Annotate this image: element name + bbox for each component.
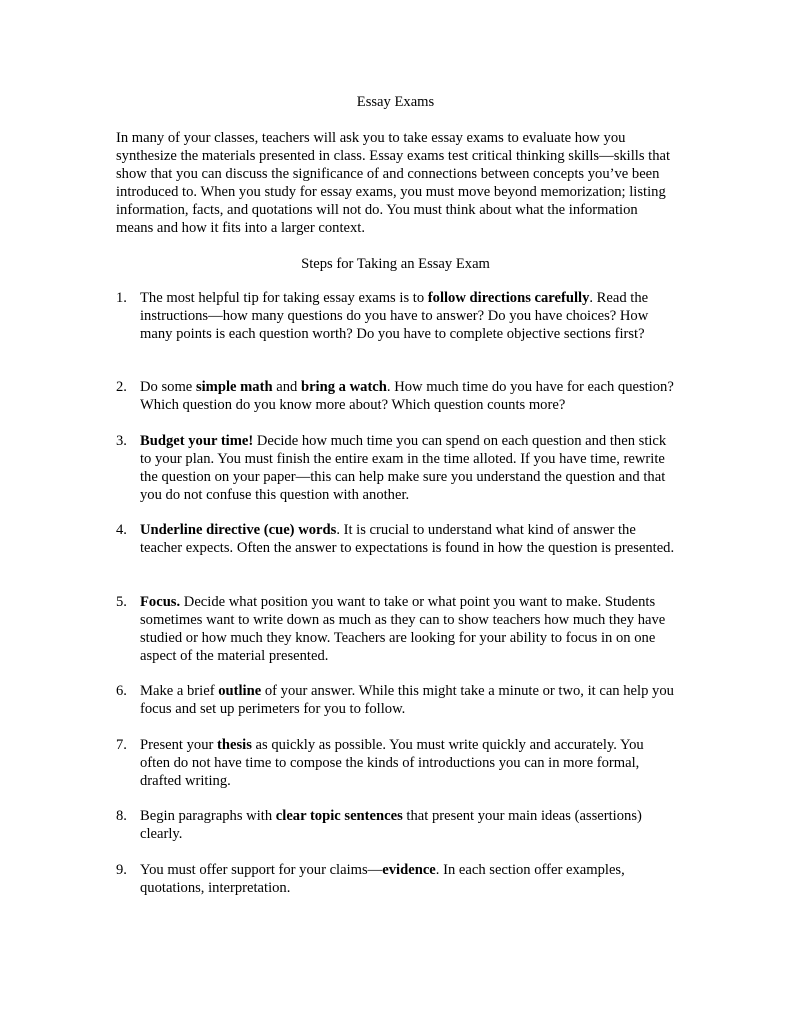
step-text: Make a brief outline of your answer. While this might take a minute or two, it can help you focus and set up perimeters for you to follow. (140, 683, 674, 717)
step-item-6 (116, 682, 676, 718)
step-text: Present your thesis as quickly as possible. You must write quickly and accurately. You often do not have time to compose the kinds of introductions you can in more formal, drafted writing. (140, 737, 644, 789)
step-number: 3. (116, 433, 127, 449)
step-emphasis: simple math (195, 379, 273, 395)
step-number: 4. (116, 522, 127, 538)
step-emphasis: Budget your time! (140, 433, 254, 449)
intro-paragraph: In many of your classes, teachers will ask you to take essay exams to evaluate how you synthesize the materials presented in class. Essay exams test critical thinking skills—skills that show that you can discuss the significance of and connections between concepts you’ve been introduced to. When you study for essay exams, you must move beyond memorization; listing information, facts, and quotations will not do. You must think about what the information means and how it fits into a larger context. (116, 130, 671, 236)
step-emphasis: follow directions carefully (427, 290, 590, 306)
step-emphasis: Focus. (140, 594, 181, 610)
step-number: 1. (116, 290, 127, 306)
step-text: Begin paragraphs with clear topic sentences that present your main ideas (assertions) clearly. (140, 808, 642, 842)
step-item-7 (116, 736, 676, 790)
step-text: You must offer support for your claims—evidence. In each section offer examples, quotations, interpretation. (140, 862, 625, 896)
document-title: Essay Exams (356, 94, 435, 110)
step-number: 9. (116, 862, 127, 878)
step-text: Budget your time! Decide how much time you can spend on each question and then stick to your plan. You must finish the entire exam in the time alloted. If you have time, rewrite the question on your paper—this can help make sure you understand the question and that you do not confuse this question with another. (140, 433, 667, 503)
step-number: 2. (116, 379, 127, 395)
step-text: Underline directive (cue) words. It is crucial to understand what kind of answer the teacher expects. Often the answer to expectations is found in how the question is presented. (140, 522, 675, 556)
step-item-8 (116, 807, 676, 843)
step-item-4 (116, 521, 676, 557)
step-number: 7. (116, 737, 127, 753)
step-text: Focus. Decide what position you want to take or what point you want to make. Students sometimes want to write down as much as they can to show teachers how much they have studied or how much they know. Teachers are looking for your ability to focus in on one aspect of the material presented. (140, 594, 666, 664)
step-item-3 (116, 432, 676, 504)
step-emphasis: evidence (382, 862, 436, 878)
step-text: Do some simple math and bring a watch. How much time do you have for each question? Which question do you know more about? Which question counts more? (140, 379, 674, 413)
step-text: The most helpful tip for taking essay exams is to follow directions carefully. Read the instructions—how many questions do you have to answer? Do you have choices? How many points is each question worth? Do you have to complete objective sections first? (140, 290, 649, 342)
step-number: 6. (116, 683, 127, 699)
step-number: 5. (116, 594, 127, 610)
step-emphasis: outline (218, 683, 262, 699)
steps-heading: Steps for Taking an Essay Exam (301, 256, 490, 272)
step-emphasis: clear topic sentences (275, 808, 403, 824)
step-item-1 (116, 289, 676, 343)
step-item-2 (116, 378, 676, 414)
step-emphasis: thesis (217, 737, 252, 753)
step-item-5 (116, 593, 676, 665)
step-number: 8. (116, 808, 127, 824)
step-item-9 (116, 861, 676, 897)
step-emphasis: bring a watch (300, 379, 387, 395)
step-emphasis: Underline directive (cue) words (140, 522, 337, 538)
